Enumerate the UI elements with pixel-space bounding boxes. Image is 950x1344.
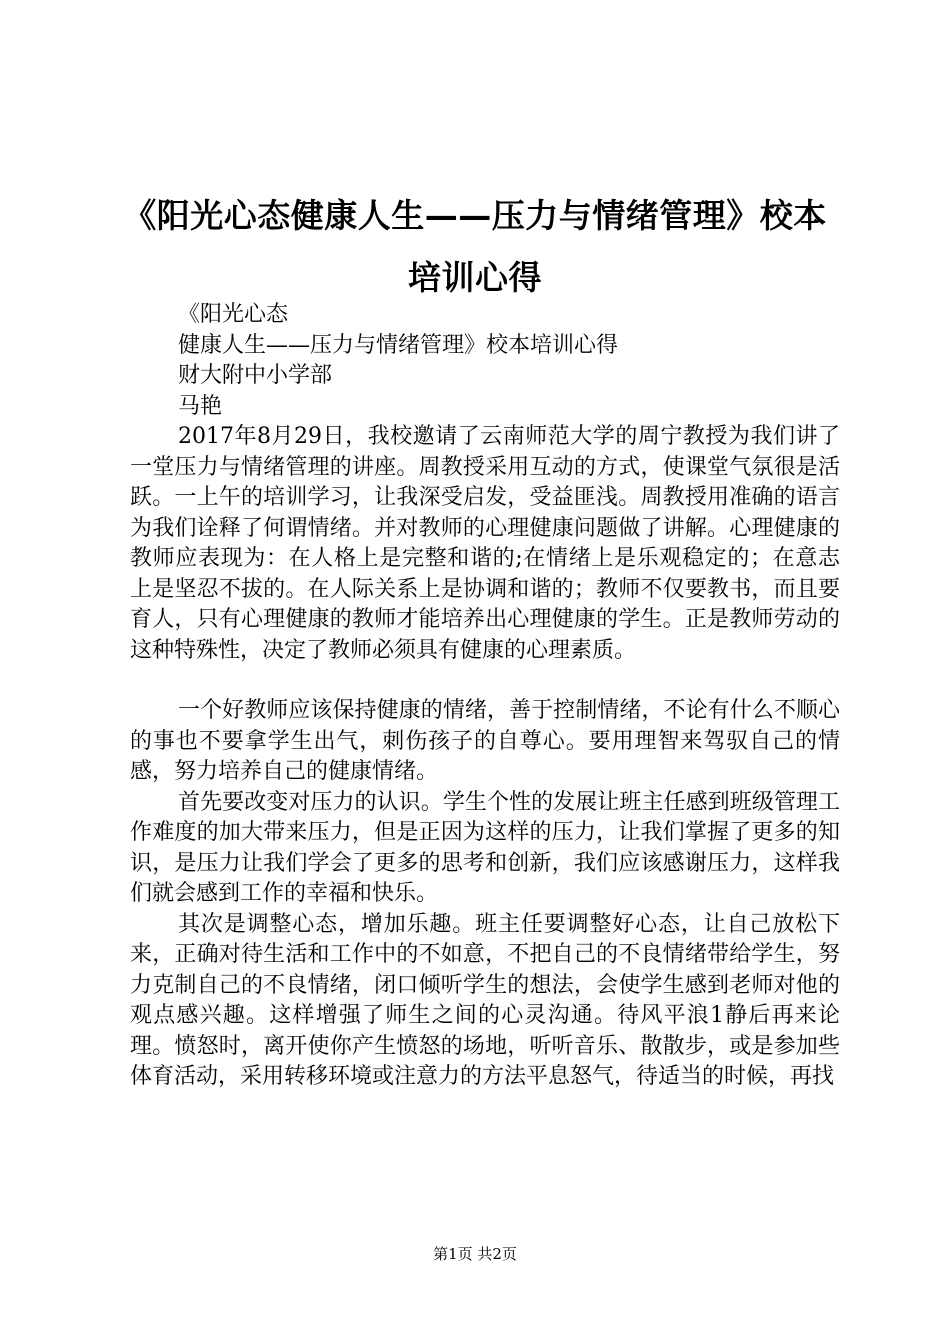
paragraph-intro: 2017年8月29日，我校邀请了云南师范大学的周宁教授为我们讲了一堂压力与情绪管理的讲座。周教授采用互动的方式，使课堂气氛很是活跃。一上午的培训学习，让我深受启发，受益匪浅。周教授用准确的语言为我们诠释了何谓情绪。并对教师的心理健康问题做了讲解。心理健康的教师应表现为：在人格上是完整和谐的;在情绪上是乐观稳定的；在意志上是坚忍不拔的。在人际关系上是协调和谐的；教师不仅要教书，而且要育人，只有心理健康的教师才能培养出心理健康的学生。正是教师劳动的这种特殊性，决定了教师必须具有健康的心理素质。 bbox=[130, 424, 840, 663]
meta-line-title-part1: 《阳光心态 bbox=[178, 302, 289, 327]
document-body bbox=[130, 300, 840, 1093]
meta-line-author: 马艳 bbox=[178, 393, 223, 419]
meta-line-title-part2: 健康人生——压力与情绪管理》校本培训心得 bbox=[178, 332, 619, 358]
document-title: 《阳光心态健康人生——压力与情绪管理》校本培训心得 bbox=[123, 196, 827, 297]
paragraph-pressure: 首先要改变对压力的认识。学生个性的发展让班主任感到班级管理工作难度的加大带来压力，但是正因为这样的压力，让我们掌握了更多的知识，是压力让我们学会了更多的思考和创新，我们应该感谢压力，这样我们就会感到工作的幸福和快乐。 bbox=[130, 789, 840, 906]
paragraph-attitude: 其次是调整心态，增加乐趣。班主任要调整好心态，让自己放松下来，正确对待生活和工作中的不如意，不把自己的不良情绪带给学生，努力克制自己的不良情绪，闭口倾听学生的想法，会使学生感到老师对他的观点感兴趣。这样增强了师生之间的心灵沟通。待风平浪1静后再来论理。愤怒时，离开使你产生愤怒的场地，听听音乐、散散步，或是参加些体育活动，采用转移环境或注意力的方法平息怒气，待适当的时候，再找 bbox=[130, 911, 840, 1089]
paragraph-emotion: 一个好教师应该保持健康的情绪，善于控制情绪，不论有什么不顺心的事也不要拿学生出气，刺伤孩子的自尊心。要用理智来驾驭自己的情感，努力培养自己的健康情绪。 bbox=[130, 698, 840, 784]
meta-line-school: 财大附中小学部 bbox=[178, 363, 333, 388]
page-footer: 第1页 共2页 bbox=[433, 1245, 517, 1263]
paragraph-gap bbox=[130, 666, 840, 696]
